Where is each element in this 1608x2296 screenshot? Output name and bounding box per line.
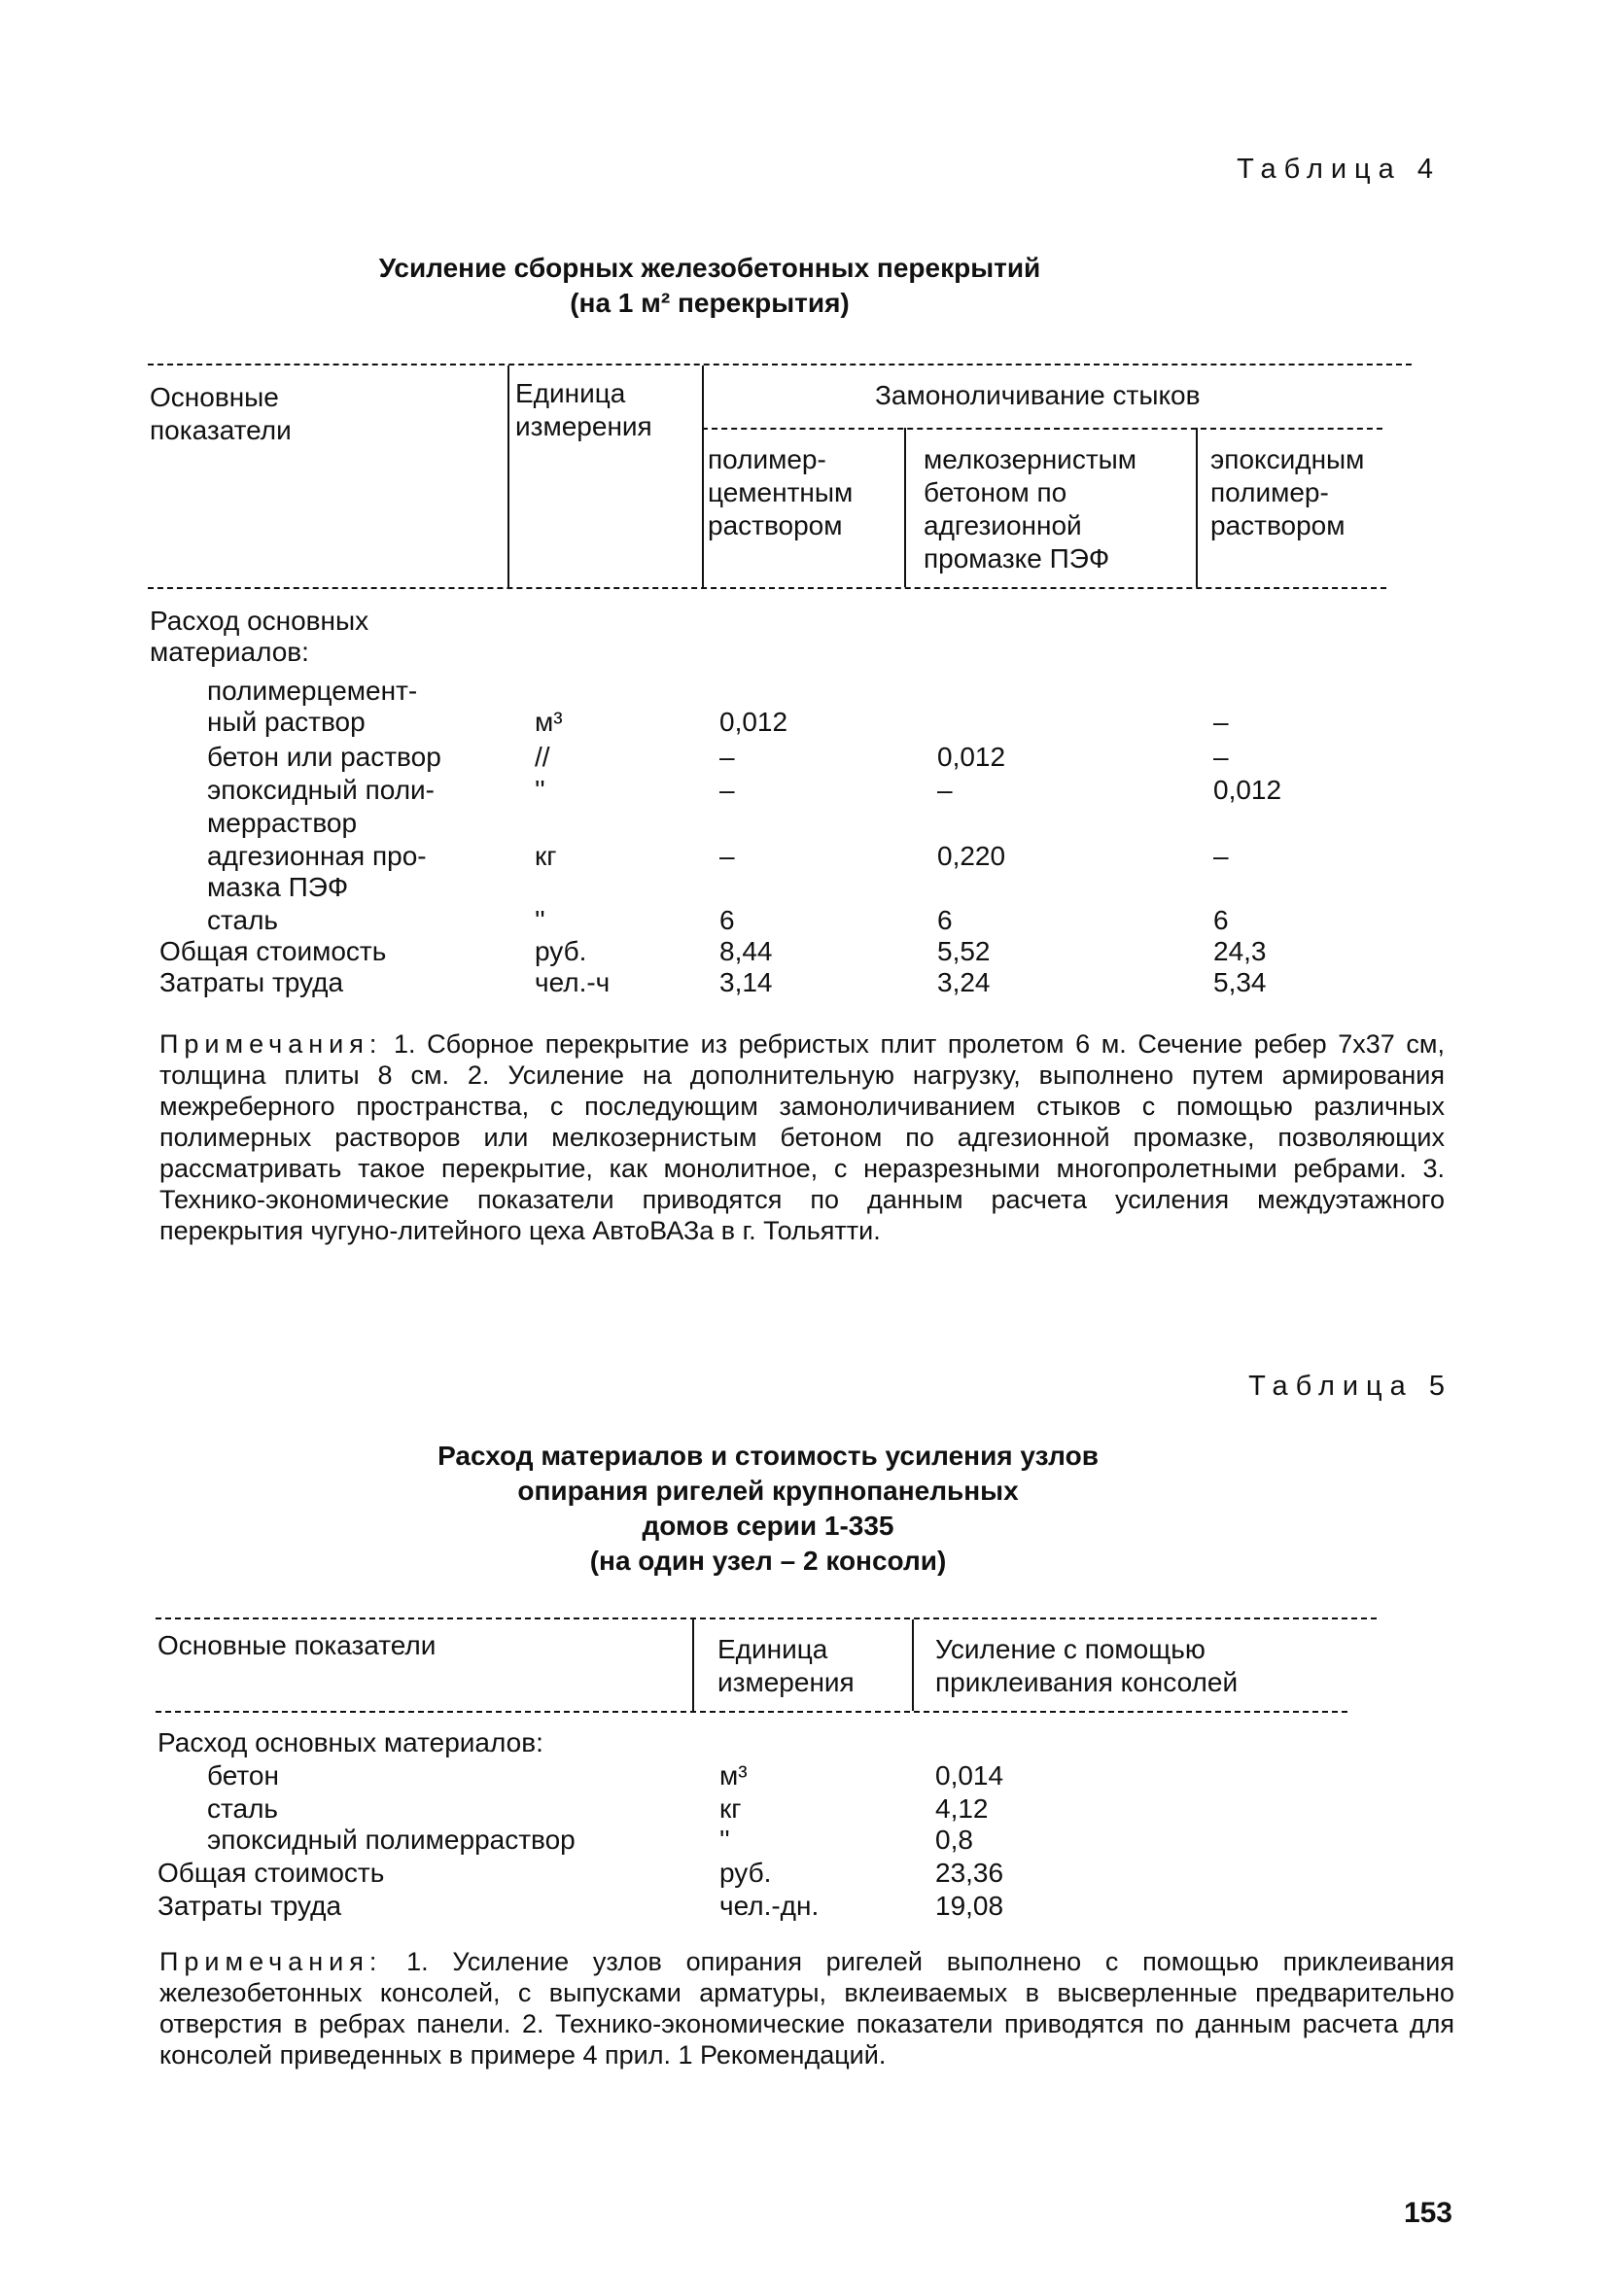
row-name: Расход основных материалов: [157,1727,543,1757]
row-value: 23,36 [935,1858,1004,1888]
row-value1: 6 [719,905,735,935]
row-name: Расход основных [150,606,369,636]
row-unit: '' [535,775,545,805]
row-name: ный раствор [207,707,366,737]
row-value2: 6 [937,905,953,935]
table4-header-sub1: полимер- цементным раствором [708,444,854,540]
row-value2: – [937,775,953,805]
row-unit: '' [535,905,545,935]
table5-title-line2: опирания ригелей крупнопанельных [517,1476,1019,1506]
table5-header-rule [156,1711,1347,1713]
row-name: Затраты труда [159,967,344,997]
table4-header-sub3: эпоксидным полимер- раствором [1210,444,1365,540]
table5-divider [692,1619,694,1711]
table4-divider [904,428,906,587]
table4-group-rule [702,428,1382,430]
row-name: сталь [207,905,279,935]
row-name: эпоксидный поли- [207,775,435,805]
row-unit: чел.-дн. [719,1891,820,1921]
row-value1: 8,44 [719,936,773,966]
row-unit: // [535,742,550,772]
row-name: эпоксидный полимерраствор [207,1825,576,1855]
table5-title-line3: домов серии 1-335 [642,1511,894,1541]
row-unit: кг [535,841,557,871]
table4-divider [702,365,704,587]
row-unit: чел.-ч [535,967,611,997]
table4-title-line1: Усиление сборных железобетонных перекрытий [378,253,1041,283]
table5-notes-lead: Примечания: [159,1947,383,1976]
row-unit: кг [719,1793,742,1824]
table4-top-rule [148,364,1412,365]
row-name: мерраствор [207,808,358,838]
row-value1: – [719,775,735,805]
row-name: полимерцемент- [207,676,418,706]
row-value1: 3,14 [719,967,773,997]
row-name: адгезионная про- [207,841,427,871]
table4-title [369,251,1050,321]
table5-title-line1: Расход материалов и стоимость усиления узлов [437,1441,1099,1471]
table5-header-indicators: Основные показатели [157,1630,437,1660]
row-unit: м³ [535,707,563,737]
row-name: бетон [207,1760,279,1791]
table4-title-line2: (на 1 м² перекрытия) [570,288,850,318]
row-value3: 6 [1213,905,1229,935]
row-unit: '' [719,1825,730,1855]
row-value1: 0,012 [719,707,788,737]
table4-notes-lead: Примечания: [159,1029,383,1059]
page-number: 153 [1403,2197,1452,2229]
row-name: сталь [207,1793,279,1824]
table4-header-sub2: мелкозернистым бетоном по адгезионной промазке ПЭФ [924,444,1137,574]
table5-top-rule [156,1618,1377,1619]
row-name: мазка ПЭФ [207,872,349,902]
table5-notes-text: 1. Усиление узлов опирания ригелей выполнено с помощью приклеивания железобетонных консолей, с выпусками арматуры, вклеиваемых в высверленные предварительно отверстия в ребрах панели. 2. Технико-экономические показатели приводятся по данным расчета для консолей приведенных в примере 4 прил. 1 Рекомендаций. [159,1947,1454,2070]
table4-label: Таблица 4 [1237,154,1441,185]
row-value1: – [719,841,735,871]
row-value2: 0,220 [937,841,1006,871]
row-value: 4,12 [935,1793,989,1824]
row-name: Общая стоимость [159,936,387,966]
row-value3: 5,34 [1213,967,1267,997]
table5-header-unit: Единица измерения [717,1634,855,1697]
table4-header-indicators: Основные показатели [150,382,292,445]
row-value: 0,8 [935,1825,973,1855]
table4-header-group: Замоноличивание стыков [875,380,1201,410]
row-unit: руб. [719,1858,772,1888]
row-unit: руб. [535,936,587,966]
table4-divider [507,365,509,587]
row-value1: – [719,742,735,772]
table4-header-unit: Единица измерения [515,378,652,441]
row-value: 19,08 [935,1891,1004,1921]
row-value2: 3,24 [937,967,991,997]
table5-title [408,1439,1128,1579]
row-value3: – [1213,742,1229,772]
row-value: 0,014 [935,1760,1004,1791]
row-name: бетон или раствор [207,742,441,772]
table4-notes-text: 1. Сборное перекрытие из ребристых плит пролетом 6 м. Сечение ребер 7x37 см, толщина плиты 8 см. 2. Усиление на дополнительную нагрузку, выполнено путем армирования межреберного пространства, с последующим замоноличиванием стыков с помощью различных полимерных растворов или мелкозернистым бетоном по адгезионной промазке, позволяющих рассматривать такое перекрытие, как монолитное, с неразрезными многопролетными ребрами. 3. Технико-экономические показатели приводятся по данным расчета усиления междуэтажного перекрытия чугуно-литейного цеха АвтоВАЗа в г. Тольятти. [159,1029,1445,1245]
row-value2: 5,52 [937,936,991,966]
row-value3: – [1213,707,1229,737]
row-value2: 0,012 [937,742,1006,772]
row-value3: 0,012 [1213,775,1282,805]
table5-header-value: Усиление с помощью приклеивания консолей [935,1634,1239,1697]
table4-divider [1196,428,1198,587]
row-value3: 24,3 [1213,936,1267,966]
table4-notes [159,1028,1445,1246]
row-name: материалов: [150,637,309,667]
table5-notes [159,1946,1454,2070]
row-name: Общая стоимость [157,1858,385,1888]
row-name: Затраты труда [157,1891,342,1921]
row-value3: – [1213,841,1229,871]
table5-divider [912,1619,914,1711]
table5-title-line4: (на один узел – 2 консоли) [589,1546,947,1576]
row-unit: м³ [719,1760,748,1791]
table5-label: Таблица 5 [1248,1371,1452,1402]
table4-header-rule [148,587,1386,589]
